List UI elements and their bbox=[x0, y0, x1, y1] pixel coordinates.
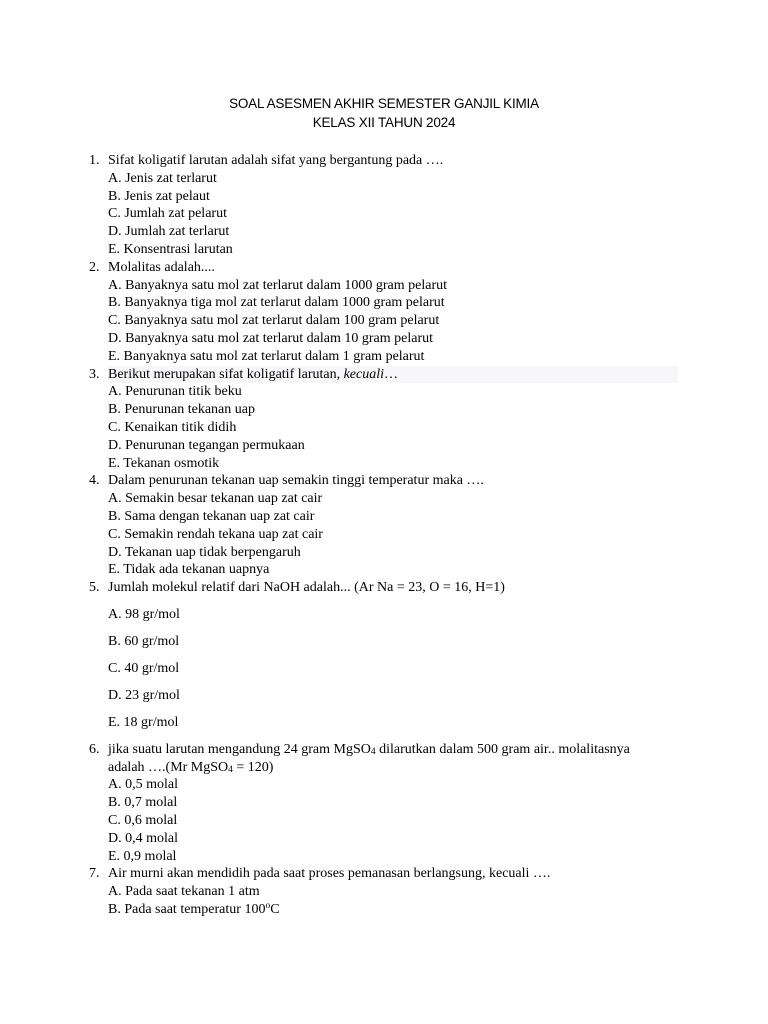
question-text: Jumlah molekul relatif dari NaOH adalah... (Ar Na = 23, O = 16, H=1) bbox=[108, 580, 505, 596]
option-b: B. 60 gr/mol bbox=[108, 634, 180, 650]
option-c: C. 40 gr/mol bbox=[108, 661, 180, 677]
question-4 bbox=[89, 472, 689, 579]
question-text-continued bbox=[108, 759, 689, 777]
question-text-part-a: jika suatu larutan mengandung 24 gram MgSO bbox=[108, 741, 371, 757]
option-e: E. Banyaknya satu mol zat terlarut dalam 1 gram pelarut bbox=[108, 348, 425, 364]
question-2 bbox=[89, 259, 689, 366]
option-e: E. 0,9 molal bbox=[108, 848, 177, 864]
option-c: C. 0,6 molal bbox=[108, 813, 178, 829]
option-e: E. 18 gr/mol bbox=[108, 715, 179, 731]
document-title bbox=[0, 94, 768, 132]
title-line-1: SOAL ASESMEN AKHIR SEMESTER GANJIL KIMIA bbox=[229, 96, 539, 111]
option-c: C. Banyaknya satu mol zat terlarut dalam 100 gram pelarut bbox=[108, 313, 440, 329]
subscript: 4 bbox=[228, 764, 233, 775]
option-b: B. Penurunan tekanan uap bbox=[108, 402, 255, 418]
question-text-end: … bbox=[384, 366, 399, 382]
option-a: A. Pada saat tekanan 1 atm bbox=[108, 884, 260, 900]
option-c: C. Jumlah zat pelarut bbox=[108, 206, 227, 222]
option-d: D. 23 gr/mol bbox=[108, 688, 180, 704]
option-d: D. Banyaknya satu mol zat terlarut dalam 10 gram pelarut bbox=[108, 330, 434, 346]
option-b: B. 0,7 molal bbox=[108, 795, 178, 811]
title-line-2: KELAS XII TAHUN 2024 bbox=[312, 115, 456, 130]
option-d: D. Tekanan uap tidak berpengaruh bbox=[108, 544, 301, 560]
question-1 bbox=[89, 152, 689, 259]
question-text-main: Berikut merupakan sifat koligatif larutan, bbox=[108, 366, 344, 382]
option-a: A. Penurunan titik beku bbox=[108, 384, 242, 400]
superscript-degree: o bbox=[265, 901, 271, 912]
question-number: 3. bbox=[89, 366, 100, 382]
question-text: Molalitas adalah.... bbox=[108, 259, 215, 275]
option-a: A. Banyaknya satu mol zat terlarut dalam 1000 gram pelarut bbox=[108, 277, 448, 293]
question-text bbox=[108, 741, 689, 759]
subscript: 4 bbox=[370, 746, 376, 757]
option-b bbox=[108, 901, 689, 919]
question-number: 7. bbox=[89, 866, 100, 882]
question-text: Sifat koligatif larutan adalah sifat yang bergantung pada …. bbox=[108, 153, 444, 168]
question-number: 2. bbox=[89, 259, 100, 275]
question-list bbox=[89, 152, 689, 919]
question-text-part-b: dilarutkan dalam 500 gram air.. molalitasnya bbox=[375, 741, 630, 757]
question-7 bbox=[89, 865, 689, 918]
option-b: B. Banyaknya tiga mol zat terlarut dalam 1000 gram pelarut bbox=[108, 295, 445, 311]
option-c: C. Kenaikan titik didih bbox=[108, 419, 237, 435]
question-number: 5. bbox=[89, 580, 100, 596]
option-a: A. Jenis zat terlarut bbox=[108, 170, 217, 186]
option-e: E. Tekanan osmotik bbox=[108, 455, 220, 471]
question-text bbox=[108, 366, 678, 384]
option-a: A. 0,5 molal bbox=[108, 777, 178, 793]
question-text-part-d: = 120) bbox=[232, 759, 274, 775]
option-b: B. Jenis zat pelaut bbox=[108, 188, 210, 204]
question-6 bbox=[89, 741, 689, 866]
question-5 bbox=[89, 579, 689, 732]
question-number: 6. bbox=[89, 741, 100, 757]
option-b-unit: C bbox=[270, 902, 280, 918]
option-a: A. Semakin besar tekanan uap zat cair bbox=[108, 491, 323, 507]
question-text: Air murni akan mendidih pada saat proses pemanasan berlangsung, kecuali …. bbox=[108, 866, 551, 882]
option-d: D. 0,4 molal bbox=[108, 830, 178, 846]
option-e: E. Konsentrasi larutan bbox=[108, 241, 233, 257]
question-text-part-c: adalah ….(Mr MgSO bbox=[108, 759, 229, 775]
question-3 bbox=[89, 366, 689, 473]
question-number: 1. bbox=[89, 153, 100, 168]
question-text: Dalam penurunan tekanan uap semakin tinggi temperatur maka …. bbox=[108, 473, 484, 489]
question-number: 4. bbox=[89, 473, 100, 489]
option-d: D. Jumlah zat terlarut bbox=[108, 224, 230, 240]
question-text-italic: kecuali bbox=[343, 366, 385, 382]
option-b-text: B. Pada saat temperatur 100 bbox=[108, 902, 266, 918]
option-c: C. Semakin rendah tekana uap zat cair bbox=[108, 526, 323, 542]
option-e: E. Tidak ada tekanan uapnya bbox=[108, 562, 270, 578]
option-b: B. Sama dengan tekanan uap zat cair bbox=[108, 508, 315, 524]
option-d: D. Penurunan tegangan permukaan bbox=[108, 437, 305, 453]
option-a: A. 98 gr/mol bbox=[108, 607, 180, 623]
